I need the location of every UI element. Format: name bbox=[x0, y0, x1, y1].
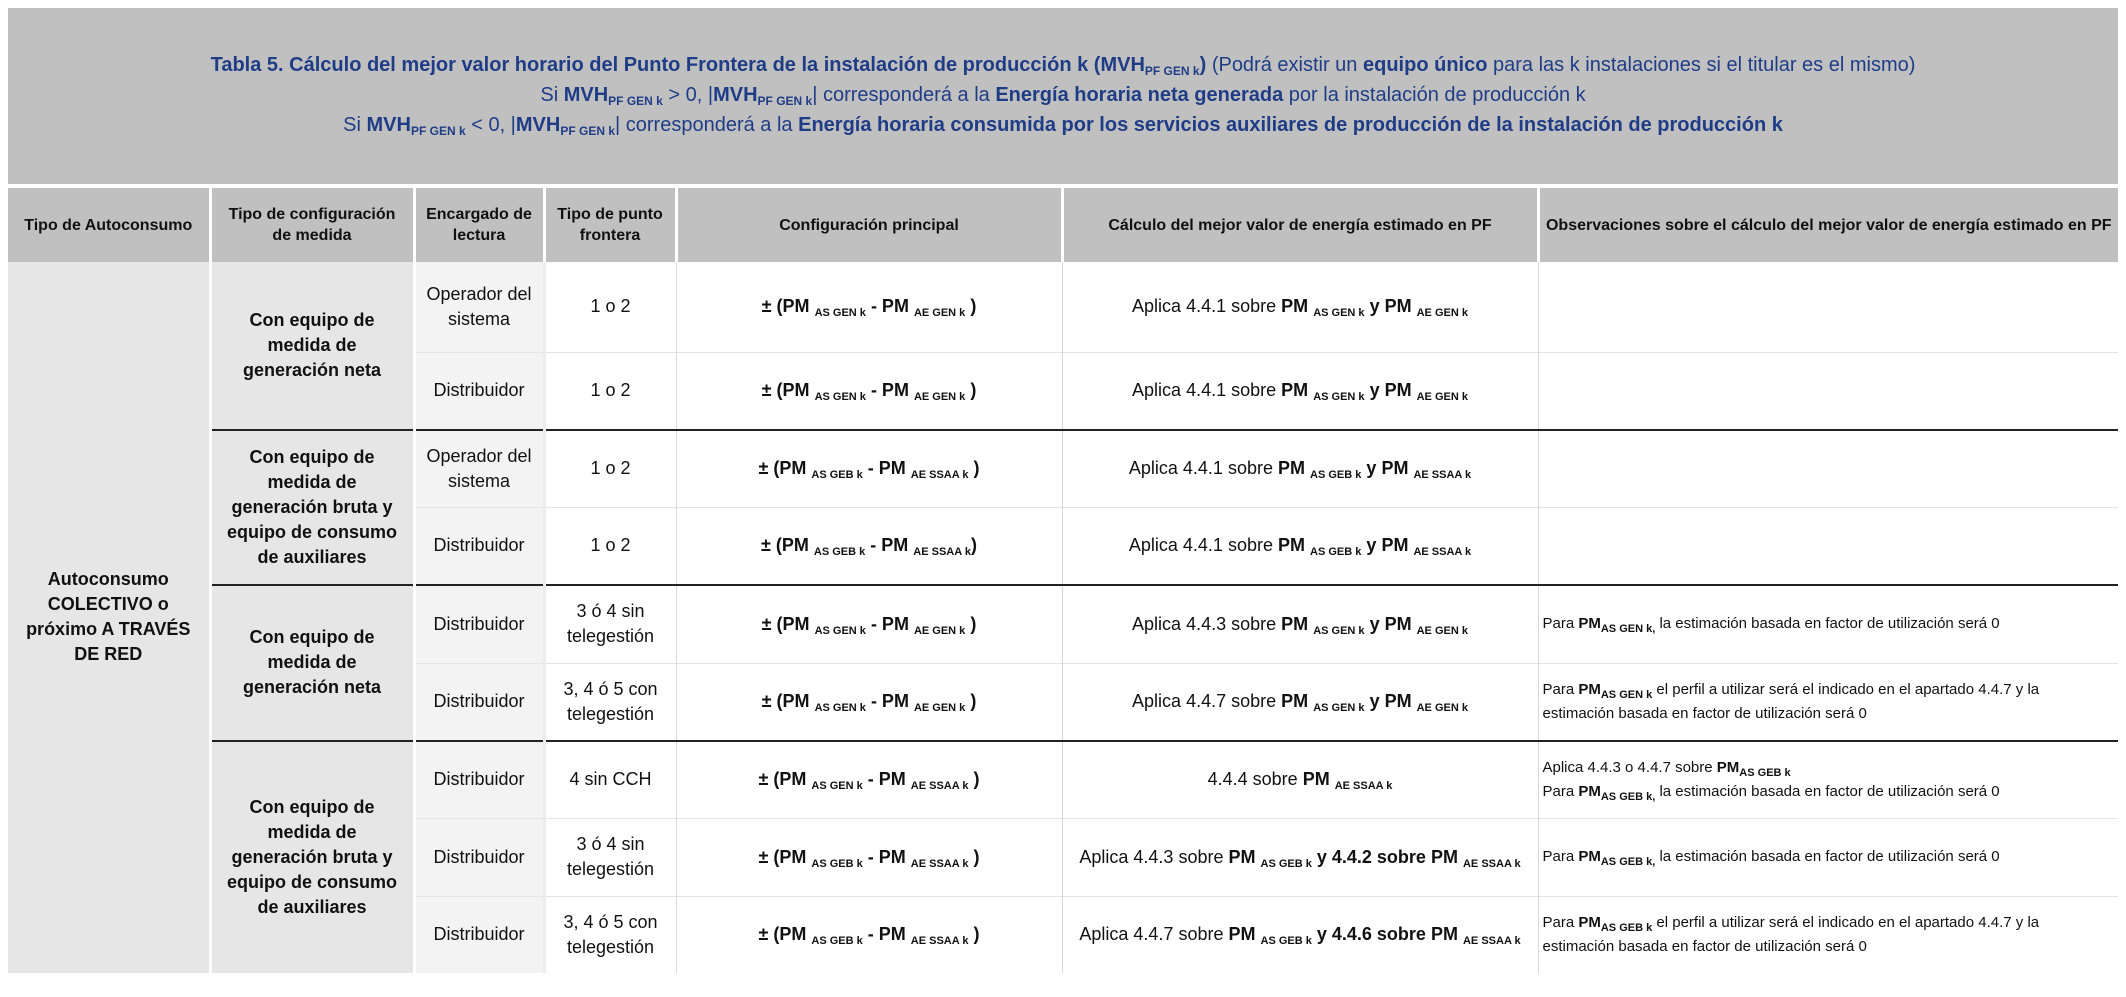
calculo-cell: Aplica 4.4.7 sobre PM $_{AS GEN k}$ y PM $_{AE GEN k}$ bbox=[1062, 663, 1538, 741]
tipo-punto-cell: 3, 4 ó 5 con telegestión bbox=[544, 663, 676, 741]
table-row bbox=[8, 430, 2118, 508]
config-principal-cell: ± (PM $_{AS GEN k}$ - PM $_{AE GEN k}$ ) bbox=[676, 663, 1062, 741]
calculo-cell: Aplica 4.4.7 sobre PM $_{AS GEB k}$ y 4.4.6 sobre PM $_{AE SSAA k}$ bbox=[1062, 896, 1538, 973]
calculo-cell: Aplica 4.4.1 sobre PM $_{AS GEB k}$ y PM $_{AE SSAA k}$ bbox=[1062, 430, 1538, 508]
encargado-cell: Distribuidor bbox=[414, 896, 544, 973]
calculo-cell: Aplica 4.4.1 sobre PM $_{AS GEN k}$ y PM $_{AE GEN k}$ bbox=[1062, 262, 1538, 352]
tipo-autoconsumo-cell: Autoconsumo COLECTIVO o próximo A TRAVÉS DE RED bbox=[8, 262, 210, 973]
caption-line-2: Si $MVH_{PF GEN k} > 0$, $|MVH_{PF GEN k}|$ corresponderá a la Energía horaria neta generada por la instalación de producción k bbox=[540, 84, 1586, 108]
header-calculo: Cálculo del mejor valor de energía estimado en PF bbox=[1062, 188, 1538, 262]
caption-line-3: Si $MVH_{PF GEN k} < 0$, $|MVH_{PF GEN k}|$ corresponderá a la Energía horaria consumida por los servicios auxiliares de producción de la instalación de producción k bbox=[343, 114, 1783, 138]
config-principal-cell: ± (PM $_{AS GEB k}$ - PM $_{AE SSAA k}$ ) bbox=[676, 818, 1062, 896]
table-row bbox=[8, 262, 2118, 352]
tipo-punto-cell: 1 o 2 bbox=[544, 352, 676, 430]
config-principal-cell: ± (PM $_{AS GEB k}$ - PM $_{AE SSAA k}$) bbox=[676, 507, 1062, 585]
table-row bbox=[8, 741, 2118, 819]
config-group-cell: Con equipo de medida de generación neta bbox=[210, 262, 414, 430]
calculo-cell: Aplica 4.4.3 sobre PM $_{AS GEB k}$ y 4.4.2 sobre PM $_{AE SSAA k}$ bbox=[1062, 818, 1538, 896]
observaciones-cell: Para $PM_{AS GEB k}$ el perfil a utilizar será el indicado en el apartado 4.4.7 y la estimación basada en factor de utilización será 0 bbox=[1538, 896, 2118, 973]
header-tipo-punto: Tipo de punto frontera bbox=[544, 188, 676, 262]
encargado-cell: Distribuidor bbox=[414, 818, 544, 896]
header-observaciones: Observaciones sobre el cálculo del mejor valor de energía estimado en PF bbox=[1538, 188, 2118, 262]
header-config-principal: Configuración principal bbox=[676, 188, 1062, 262]
config-principal-cell: ± (PM $_{AS GEN k}$ - PM $_{AE GEN k}$ ) bbox=[676, 585, 1062, 663]
config-principal-cell: ± (PM $_{AS GEB k}$ - PM $_{AE SSAA k}$ ) bbox=[676, 430, 1062, 508]
encargado-cell: Distribuidor bbox=[414, 507, 544, 585]
calculo-cell: Aplica 4.4.1 sobre PM $_{AS GEB k}$ y PM $_{AE SSAA k}$ bbox=[1062, 507, 1538, 585]
observaciones-cell bbox=[1538, 430, 2118, 508]
tipo-punto-cell: 1 o 2 bbox=[544, 507, 676, 585]
table-row bbox=[8, 585, 2118, 663]
table-caption bbox=[8, 8, 2118, 184]
caption-label: Tabla 5. bbox=[210, 54, 284, 76]
tipo-punto-cell: 3 ó 4 sin telegestión bbox=[544, 585, 676, 663]
observaciones-cell: Para $PM_{AS GEN k}$ el perfil a utilizar será el indicado en el apartado 4.4.7 y la estimación basada en factor de utilización será 0 bbox=[1538, 663, 2118, 741]
calculo-cell: 4.4.4 sobre PM $_{AE SSAA k}$ bbox=[1062, 741, 1538, 819]
caption-line-1: Tabla 5. Cálculo del mejor valor horario del Punto Frontera de la instalación de producción k $(MVH_{PF GEN k})$ (Podrá existir un equipo único para las k instalaciones si el titular es el mismo) bbox=[210, 54, 1916, 78]
config-principal-cell: ± (PM $_{AS GEB k}$ - PM $_{AE SSAA k}$ ) bbox=[676, 896, 1062, 973]
encargado-cell: Operador del sistema bbox=[414, 430, 544, 508]
tipo-punto-cell: 1 o 2 bbox=[544, 262, 676, 352]
encargado-cell: Distribuidor bbox=[414, 352, 544, 430]
tipo-punto-cell: 1 o 2 bbox=[544, 430, 676, 508]
config-group-cell: Con equipo de medida de generación neta bbox=[210, 585, 414, 741]
header-row bbox=[8, 188, 2118, 262]
config-group-cell: Con equipo de medida de generación bruta y equipo de consumo de auxiliares bbox=[210, 741, 414, 973]
encargado-cell: Distribuidor bbox=[414, 741, 544, 819]
document-page bbox=[8, 8, 2118, 968]
encargado-cell: Distribuidor bbox=[414, 585, 544, 663]
tipo-punto-cell: 3, 4 ó 5 con telegestión bbox=[544, 896, 676, 973]
observaciones-cell: Para $PM_{AS GEB k,}$ la estimación basada en factor de utilización será 0 bbox=[1538, 818, 2118, 896]
config-principal-cell: ± (PM $_{AS GEN k}$ - PM $_{AE GEN k}$ ) bbox=[676, 262, 1062, 352]
caption-main: Cálculo del mejor valor horario del Punto Frontera de la instalación de producción k bbox=[289, 54, 1089, 76]
observaciones-cell bbox=[1538, 507, 2118, 585]
calculo-cell: Aplica 4.4.1 sobre PM $_{AS GEN k}$ y PM $_{AE GEN k}$ bbox=[1062, 352, 1538, 430]
header-encargado: Encargado de lectura bbox=[414, 188, 544, 262]
encargado-cell: Distribuidor bbox=[414, 663, 544, 741]
config-principal-cell: ± (PM $_{AS GEN k}$ - PM $_{AE GEN k}$ ) bbox=[676, 352, 1062, 430]
observaciones-cell bbox=[1538, 352, 2118, 430]
tipo-punto-cell: 3 ó 4 sin telegestión bbox=[544, 818, 676, 896]
config-principal-cell: ± (PM $_{AS GEN k}$ - PM $_{AE SSAA k}$ ) bbox=[676, 741, 1062, 819]
header-tipo-config: Tipo de configuración de medida bbox=[210, 188, 414, 262]
observaciones-cell: Aplica 4.4.3 o 4.4.7 sobre $PM_{AS GEB k}$ Para $PM_{AS GEB k,}$ la estimación basada en factor de utilización será 0 bbox=[1538, 741, 2118, 819]
calculo-cell: Aplica 4.4.3 sobre PM $_{AS GEN k}$ y PM $_{AE GEN k}$ bbox=[1062, 585, 1538, 663]
config-group-cell: Con equipo de medida de generación bruta y equipo de consumo de auxiliares bbox=[210, 430, 414, 586]
encargado-cell: Operador del sistema bbox=[414, 262, 544, 352]
observaciones-cell bbox=[1538, 262, 2118, 352]
header-tipo-autoconsumo: Tipo de Autoconsumo bbox=[8, 188, 210, 262]
tipo-punto-cell: 4 sin CCH bbox=[544, 741, 676, 819]
calculation-table bbox=[8, 188, 2118, 973]
observaciones-cell: Para $PM_{AS GEN k,}$ la estimación basada en factor de utilización será 0 bbox=[1538, 585, 2118, 663]
